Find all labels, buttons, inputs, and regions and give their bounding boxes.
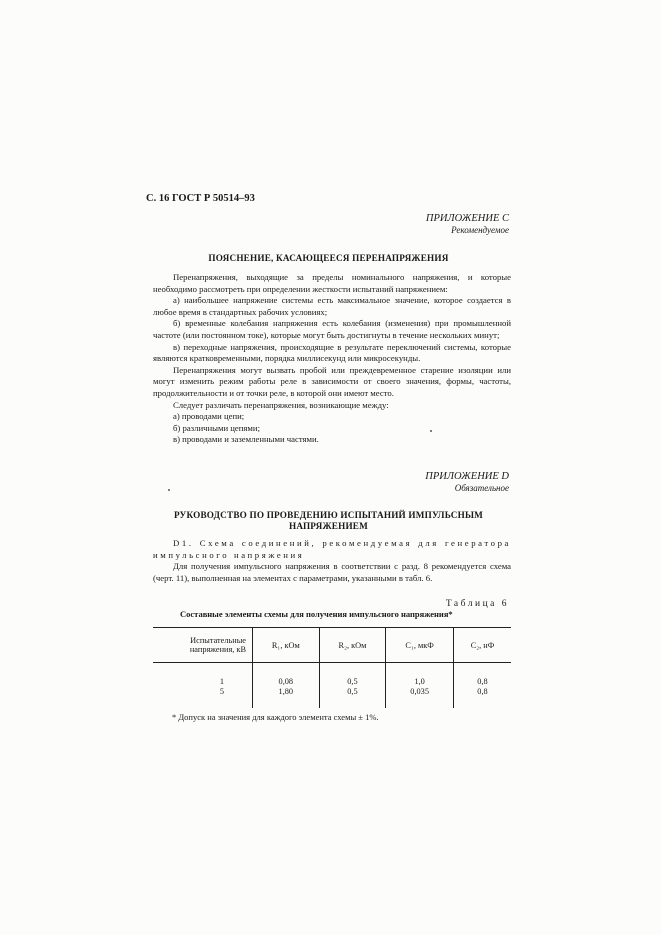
appendix-d-heading (146, 510, 511, 532)
col-voltage (153, 628, 253, 663)
table-cell (319, 663, 386, 709)
appendix-d-status: Обязательное (454, 483, 509, 493)
col-voltage-l1: Испытательные (190, 636, 246, 645)
table-footnote: * Допуск на значения для каждого элемента схемы ± 1%. (172, 712, 379, 722)
appendix-c-heading: ПОЯСНЕНИЕ, КАСАЮЩЕЕСЯ ПЕРЕНАПРЯЖЕНИЯ (208, 253, 449, 263)
heading-line: РУКОВОДСТВО ПО ПРОВЕДЕНИЮ ИСПЫТАНИЙ ИМПУЛЬСНЫМ (173, 510, 484, 520)
cell-value: 0,5 (347, 677, 358, 686)
col-voltage-l2: напряжения, кВ (189, 645, 246, 654)
table-subtitle: Составные элементы схемы для получения импульсного напряжения* (180, 609, 453, 619)
item-c: в) переходные напряжения, происходящие в результате переключений системы, которые являются кратковременными, порядка миллисекунд или микросекунды. (153, 341, 511, 364)
cell-value: 0,8 (477, 687, 488, 696)
appendix-d-label (425, 471, 509, 493)
list-item: а) проводами цепи; (173, 411, 245, 422)
cell-value: 0,035 (410, 687, 429, 696)
table-cell (153, 663, 253, 709)
speck (168, 489, 170, 491)
item-a: а) наибольшее напряжение системы есть максимальное значение, которое создается в любое время в стандартных рабочих условиях; (153, 295, 511, 317)
parameters-table (153, 627, 511, 708)
col-r1: R₁, кОм (253, 628, 320, 663)
appendix-c-body (153, 272, 511, 446)
col-c2: C₂, нФ (453, 628, 511, 663)
table-cell (386, 663, 454, 709)
paragraph: Для получения импульсного напряжения в соответствии с разд. 8 рекомендуется схема (черт. 11), выполненная на элементах с параметрами, указанными в табл. 6. (153, 561, 511, 583)
cell-value: 1,80 (278, 687, 294, 696)
table-caption: Таблица 6 (445, 599, 509, 609)
table-cell (253, 663, 320, 709)
appendix-c-status: Рекомендуемое (451, 225, 509, 235)
paragraph: Перенапряжения могут вызвать пробой или преждевременное старение изоляции или могут изменить режим работы реле в зависимости от своего значения, формы, частоты, продолжительности и от точки реле, в которой они имеют место. (153, 364, 511, 398)
cell-value: 0,5 (347, 687, 358, 696)
appendix-d-title: ПРИЛОЖЕНИЕ D (425, 471, 509, 482)
cell-value: 5 (219, 687, 225, 696)
list (153, 411, 511, 446)
list-item: в) проводами и заземленными частями. (173, 434, 319, 445)
section-d1: D1. Схема соединений, рекомендуемая для генератора импульсного напряжения (153, 538, 511, 560)
appendix-c-label (426, 213, 509, 235)
paragraph: Перенапряжения, выходящие за пределы номинального напряжения, и которые необходимо рассмотреть при определении жесткости испытаний напряжением: (153, 272, 511, 294)
appendix-d-body (153, 538, 511, 584)
col-r2: R₂, кОм (319, 628, 386, 663)
page-header: С. 16 ГОСТ Р 50514–93 (146, 193, 255, 204)
cell-value: 1,0 (414, 677, 425, 686)
heading-line: НАПРЯЖЕНИЕМ (289, 521, 368, 531)
cell-value: 0,08 (278, 677, 294, 686)
paragraph: Следует различать перенапряжения, возникающие между: (173, 399, 389, 410)
table-cell (453, 663, 511, 709)
table-row (153, 663, 511, 709)
table-header-row (153, 628, 511, 663)
speck (430, 430, 432, 432)
cell-value: 1 (219, 677, 225, 686)
list-item: б) различными цепями; (173, 422, 260, 433)
col-c1: C₁, мкФ (386, 628, 454, 663)
appendix-c-title: ПРИЛОЖЕНИЕ С (425, 213, 509, 224)
cell-value: 0,8 (477, 677, 488, 686)
item-b: б) временные колебания напряжения есть колебания (изменения) при промышленной частоте (или постоянном токе), которые могут быть достигнуты в течение нескольких минут; (153, 318, 511, 340)
